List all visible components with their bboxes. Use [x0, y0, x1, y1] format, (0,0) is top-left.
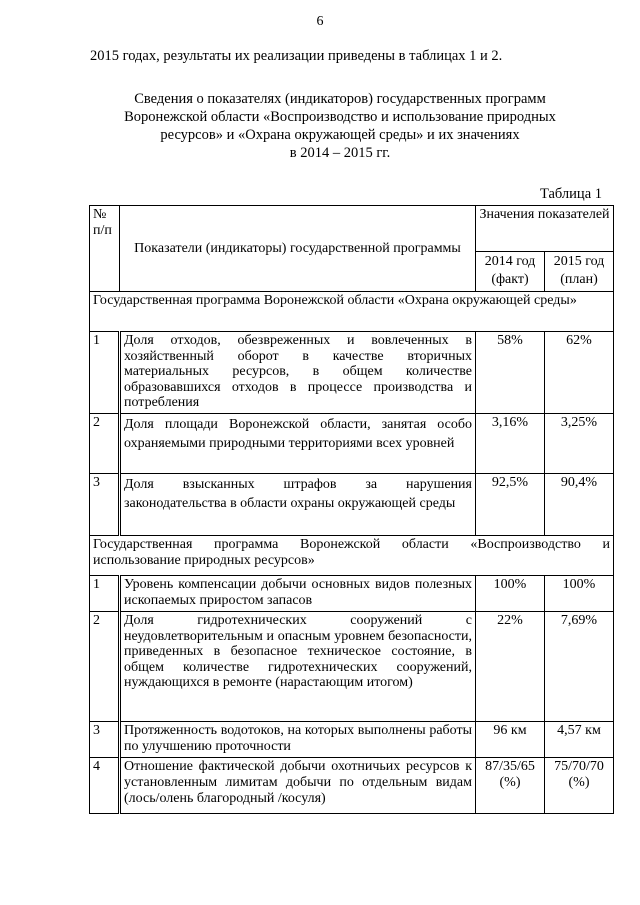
table-row [90, 414, 614, 474]
table-header-row [90, 206, 614, 252]
row-value-2015: 75/70/70 (%) [545, 758, 614, 814]
header-num: № п/п [90, 206, 120, 292]
row-num: 3 [90, 722, 120, 758]
table-label: Таблица 1 [539, 186, 602, 202]
heading-line: Воронежской области «Воспроизводство и использование природных [124, 109, 556, 125]
section-title: Государственная программа Воронежской области «Охрана окружающей среды» [90, 292, 614, 332]
row-value-2015: 100% [545, 576, 614, 612]
section-title-row [90, 292, 614, 332]
row-value-2015: 3,25% [545, 414, 614, 474]
row-value-2014: 87/35/65 (%) [476, 758, 545, 814]
table-row [90, 722, 614, 758]
intro-text: 2015 годах, результаты их реализации приведены в таблицах 1 и 2. [90, 48, 503, 64]
header-year-2014: 2014 год (факт) [476, 252, 545, 292]
table-row [90, 332, 614, 414]
section-title: Государственная программа Воронежской области «Воспроизводство и использование природных ресурсов» [90, 536, 614, 576]
row-value-2014: 100% [476, 576, 545, 612]
header-indicator: Показатели (индикаторы) государственной программы [120, 206, 476, 292]
page-number: 6 [316, 14, 324, 29]
row-num: 1 [90, 332, 120, 414]
row-num: 2 [90, 414, 120, 474]
heading-line: ресурсов» и «Охрана окружающей среды» и их значениях [160, 127, 520, 143]
row-value-2014: 22% [476, 612, 545, 722]
row-value-2015: 4,57 км [545, 722, 614, 758]
row-value-2014: 96 км [476, 722, 545, 758]
row-indicator: Доля отходов, обезвреженных и вовлеченных в хозяйственный оборот в качестве вторичных материальных ресурсов, в общем количестве образовавшихся отходов в процессе производства и потребления [120, 332, 476, 414]
table-row [90, 758, 614, 814]
row-value-2014: 92,5% [476, 474, 545, 536]
row-value-2015: 90,4% [545, 474, 614, 536]
indicators-table [89, 205, 614, 814]
row-indicator: Доля площади Воронежской области, занятая особо охраняемыми природными территориями всех уровней [120, 414, 476, 474]
table-row [90, 612, 614, 722]
row-num: 4 [90, 758, 120, 814]
row-num: 1 [90, 576, 120, 612]
row-indicator: Доля взысканных штрафов за нарушения законодательства в области охраны окружающей среды [120, 474, 476, 536]
heading-line: в 2014 – 2015 гг. [289, 145, 391, 161]
header-year-2015: 2015 год (план) [545, 252, 614, 292]
table-heading [95, 90, 585, 162]
table-row [90, 576, 614, 612]
row-indicator: Протяженность водотоков, на которых выполнены работы по улучшению проточности [120, 722, 476, 758]
row-indicator: Уровень компенсации добычи основных видов полезных ископаемых приростом запасов [120, 576, 476, 612]
row-value-2015: 62% [545, 332, 614, 414]
row-value-2014: 58% [476, 332, 545, 414]
row-indicator: Доля гидротехнических сооружений с неудовлетворительным и опасным уровнем безопасности, приведенных в безопасное техническое состояние, в общем количестве гидротехнических сооружений, нуждающихся в ремонте (нарастающим итогом) [120, 612, 476, 722]
heading-line: Сведения о показателях (индикаторов) государственных программ [134, 91, 546, 107]
section-title-row [90, 536, 614, 576]
table-row [90, 474, 614, 536]
row-num: 2 [90, 612, 120, 722]
row-value-2015: 7,69% [545, 612, 614, 722]
header-values: Значения показателей [476, 206, 614, 252]
row-value-2014: 3,16% [476, 414, 545, 474]
row-num: 3 [90, 474, 120, 536]
row-indicator: Отношение фактической добычи охотничьих ресурсов к установленным лимитам добычи по отдельным видам (лось/олень благородный /косуля) [120, 758, 476, 814]
